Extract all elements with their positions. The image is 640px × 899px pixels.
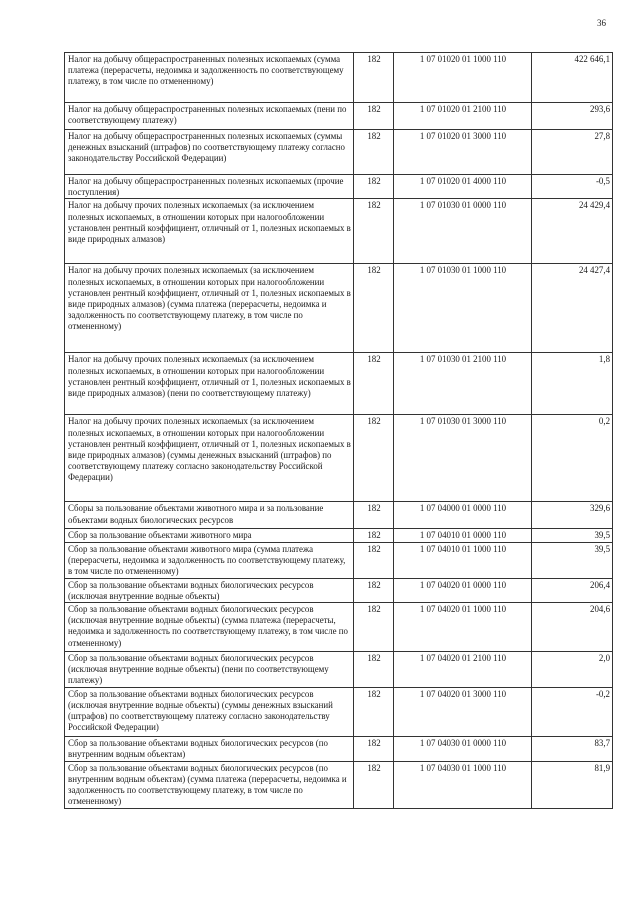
row-name: Сбор за пользование объектами водных биологических ресурсов (по внутренним водным объектам) [65, 736, 354, 761]
table-row [65, 542, 613, 578]
row-amount: 27,8 [532, 130, 613, 175]
row-budget-code: 1 07 04010 01 0000 110 [394, 529, 532, 542]
row-admin-code: 182 [354, 103, 394, 130]
row-amount: 83,7 [532, 736, 613, 761]
row-budget-code: 1 07 01030 01 2100 110 [394, 353, 532, 415]
row-name: Сбор за пользование объектами водных биологических ресурсов (исключая внутренние водные объекты) (суммы денежных взысканий (штрафов) по соответствующему платежу согласно законодательству Российской Федерации) [65, 687, 354, 736]
row-budget-code: 1 07 01030 01 3000 110 [394, 415, 532, 502]
row-budget-code: 1 07 04010 01 1000 110 [394, 542, 532, 578]
row-admin-code: 182 [354, 415, 394, 502]
row-amount: 422 646,1 [532, 53, 613, 103]
row-name: Сбор за пользование объектами водных биологических ресурсов (исключая внутренние водные объекты) (пени по соответствующему платежу) [65, 652, 354, 688]
table-row [65, 175, 613, 199]
row-name: Налог на добычу прочих полезных ископаемых (за исключением полезных ископаемых, в отношении которых при налогообложении установлен рентный коэффициент, отличный от 1, полезных ископаемых в виде природных алмазов) [65, 199, 354, 264]
row-budget-code: 1 07 04030 01 0000 110 [394, 736, 532, 761]
table-row [65, 130, 613, 175]
row-budget-code: 1 07 04020 01 1000 110 [394, 603, 532, 652]
row-admin-code: 182 [354, 603, 394, 652]
row-budget-code: 1 07 01020 01 4000 110 [394, 175, 532, 199]
row-admin-code: 182 [354, 687, 394, 736]
row-budget-code: 1 07 04000 01 0000 110 [394, 502, 532, 529]
table-row [65, 687, 613, 736]
row-name: Сбор за пользование объектами водных биологических ресурсов (исключая внутренние водные объекты) [65, 578, 354, 602]
table-row [65, 103, 613, 130]
table-row [65, 736, 613, 761]
row-admin-code: 182 [354, 542, 394, 578]
row-admin-code: 182 [354, 130, 394, 175]
row-amount: 1,8 [532, 353, 613, 415]
row-amount: -0,5 [532, 175, 613, 199]
row-amount: 39,5 [532, 529, 613, 542]
row-amount: 24 427,4 [532, 264, 613, 353]
row-amount: -0,2 [532, 687, 613, 736]
table-row [65, 53, 613, 103]
row-amount: 206,4 [532, 578, 613, 602]
page-number: 36 [597, 18, 606, 28]
table-row [65, 353, 613, 415]
table-row [65, 529, 613, 542]
row-budget-code: 1 07 04020 01 2100 110 [394, 652, 532, 688]
row-admin-code: 182 [354, 53, 394, 103]
row-amount: 204,6 [532, 603, 613, 652]
row-budget-code: 1 07 01020 01 3000 110 [394, 130, 532, 175]
row-budget-code: 1 07 01030 01 0000 110 [394, 199, 532, 264]
row-name: Налог на добычу прочих полезных ископаемых (за исключением полезных ископаемых, в отношении которых при налогообложении установлен рентный коэффициент, отличный от 1, полезных ископаемых в виде природных алмазов) (пени по соответствующему платежу) [65, 353, 354, 415]
row-name: Сбор за пользование объектами водных биологических ресурсов (по внутренним водным объектам) (сумма платежа (перерасчеты, недоимка и задолженность по соответствующему платежу, в том числе по отмененному) [65, 761, 354, 808]
row-name: Сбор за пользование объектами водных биологических ресурсов (исключая внутренние водные объекты) (сумма платежа (перерасчеты, недоимка и задолженность по соответствующему платежу, в том числе по отмененному) [65, 603, 354, 652]
table-row [65, 652, 613, 688]
row-admin-code: 182 [354, 736, 394, 761]
table-row [65, 761, 613, 808]
row-name: Сборы за пользование объектами животного мира и за пользование объектами водных биологических ресурсов [65, 502, 354, 529]
row-admin-code: 182 [354, 652, 394, 688]
row-amount: 293,6 [532, 103, 613, 130]
row-name: Налог на добычу общераспространенных полезных ископаемых (пени по соответствующему платежу) [65, 103, 354, 130]
row-amount: 0,2 [532, 415, 613, 502]
row-budget-code: 1 07 04030 01 1000 110 [394, 761, 532, 808]
row-amount: 39,5 [532, 542, 613, 578]
row-name: Сбор за пользование объектами животного мира [65, 529, 354, 542]
row-name: Налог на добычу прочих полезных ископаемых (за исключением полезных ископаемых, в отношении которых при налогообложении установлен рентный коэффициент, отличный от 1, полезных ископаемых в виде природных алмазов) (сумма платежа (перерасчеты, недоимка и задолженность по соответствующему платежу, в том числе по отмененному) [65, 264, 354, 353]
row-name: Налог на добычу общераспространенных полезных ископаемых (сумма платежа (перерасчеты, недоимка и задолженность по соответствующему платежу, в том числе по отмененному) [65, 53, 354, 103]
row-amount: 2,0 [532, 652, 613, 688]
row-admin-code: 182 [354, 264, 394, 353]
row-budget-code: 1 07 01020 01 2100 110 [394, 103, 532, 130]
row-admin-code: 182 [354, 199, 394, 264]
row-budget-code: 1 07 04020 01 3000 110 [394, 687, 532, 736]
row-amount: 81,9 [532, 761, 613, 808]
row-name: Налог на добычу общераспространенных полезных ископаемых (суммы денежных взысканий (штрафов) по соответствующему платежу согласно законодательству Российской Федерации) [65, 130, 354, 175]
table-row [65, 603, 613, 652]
row-admin-code: 182 [354, 502, 394, 529]
revenue-table [64, 52, 613, 809]
row-amount: 329,6 [532, 502, 613, 529]
row-amount: 24 429,4 [532, 199, 613, 264]
table-row [65, 199, 613, 264]
row-name: Сбор за пользование объектами животного мира (сумма платежа (перерасчеты, недоимка и задолженность по соответствующему платежу, в том числе по отмененному) [65, 542, 354, 578]
row-budget-code: 1 07 01030 01 1000 110 [394, 264, 532, 353]
row-admin-code: 182 [354, 529, 394, 542]
row-admin-code: 182 [354, 175, 394, 199]
table-row [65, 502, 613, 529]
row-admin-code: 182 [354, 353, 394, 415]
row-name: Налог на добычу общераспространенных полезных ископаемых (прочие поступления) [65, 175, 354, 199]
row-admin-code: 182 [354, 761, 394, 808]
table-row [65, 578, 613, 602]
row-budget-code: 1 07 04020 01 0000 110 [394, 578, 532, 602]
table-row [65, 415, 613, 502]
row-admin-code: 182 [354, 578, 394, 602]
row-budget-code: 1 07 01020 01 1000 110 [394, 53, 532, 103]
row-name: Налог на добычу прочих полезных ископаемых (за исключением полезных ископаемых, в отношении которых при налогообложении установлен рентный коэффициент, отличный от 1, полезных ископаемых в виде природных алмазов) (суммы денежных взысканий (штрафов) по соответствующему платежу согласно законодательству Российской Федерации) [65, 415, 354, 502]
table-row [65, 264, 613, 353]
